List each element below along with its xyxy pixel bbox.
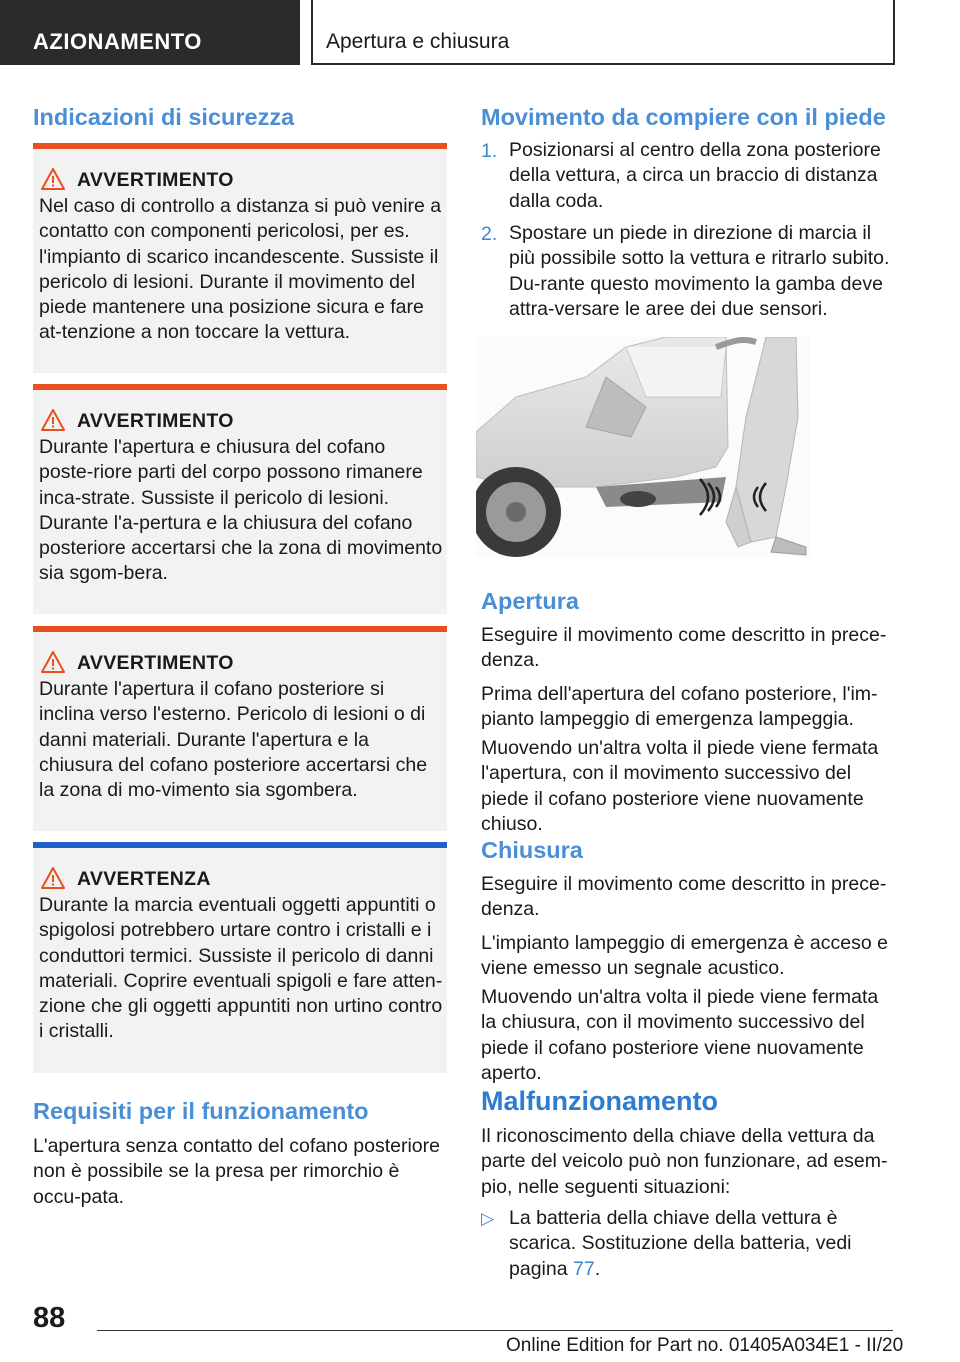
movement-heading: Movimento da compiere con il piede	[481, 104, 886, 130]
bullet-item	[509, 1206, 899, 1282]
notice-text: Durante la marcia eventuali oggetti appuntiti o spigolosi potrebbero urtare contro i cristalli e i conduttori termici. Sussiste il pericolo di danni materiali. Coprire eventuali spigoli e fare atten-zione che gli oggetti appuntiti non urtino contro i cristalli.	[39, 894, 443, 1043]
closing-heading: Chiusura	[481, 837, 583, 863]
notice-title: AVVERTENZA	[77, 868, 211, 890]
section-label: AZIONAMENTO	[33, 29, 202, 54]
warning-triangle-icon	[41, 409, 65, 431]
notice-triangle-icon	[41, 867, 65, 889]
closing-text-1: Eseguire il movimento come descritto in prece-denza.	[481, 873, 887, 921]
warning-box-1	[33, 143, 447, 373]
step-number: 1.	[481, 140, 498, 162]
footer-edition: Online Edition for Part no. 01405A034E1 - II/20	[506, 1335, 904, 1356]
footer-divider	[97, 1330, 893, 1331]
page-number: 88	[33, 1302, 66, 1334]
warning-title: AVVERTIMENTO	[77, 169, 234, 191]
requirements-text: L'apertura senza contatto del cofano posteriore non è possibile se la presa per rimorchio è occu-pata.	[33, 1135, 440, 1208]
closing-text-3: Muovendo un'altra volta il piede viene fermata la chiusura, con il movimento successivo del piede il cofano posteriore viene nuovamente aperto.	[481, 986, 879, 1084]
warning-box-3	[33, 626, 447, 831]
opening-text-1: Eseguire il movimento come descritto in prece-denza.	[481, 624, 887, 672]
bullet-marker-icon: ▷	[481, 1209, 495, 1228]
opening-heading: Apertura	[481, 588, 579, 614]
warning-bar	[33, 143, 447, 149]
bullet-text: La batteria della chiave della vettura è scarica. Sostituzione della batteria, vedi pagina	[509, 1207, 852, 1280]
warning-bar	[33, 384, 447, 390]
closing-text-2: L'impianto lampeggio di emergenza è acceso e viene emesso un segnale acustico.	[481, 932, 888, 980]
step-text: Spostare un piede in direzione di marcia il più possibile sotto la vettura e ritrarlo subito. Du-rante questo movimento la gamba deve attra-versare le aree dei due sensori.	[509, 222, 890, 320]
foot-gesture-illustration	[476, 337, 810, 557]
step-text: Posizionarsi al centro della zona posteriore della vettura, a circa un braccio di distanza dalla coda.	[509, 139, 881, 212]
warning-text: Nel caso di controllo a distanza si può venire a contatto con componenti pericolosi, per es. l'impianto di scarico incandescente. Sussiste il pericolo di lesioni. Durante il movimento del piede mantenere una posizione sicura e fare at-tenzione a non toccare la vettura.	[39, 195, 442, 344]
warning-title: AVVERTIMENTO	[77, 652, 234, 674]
safety-heading: Indicazioni di sicurezza	[33, 104, 295, 130]
section-tab	[0, 0, 300, 65]
malfunction-text: Il riconoscimento della chiave della vettura da parte del veicolo può non funzionare, ad esem-pio, nelle seguenti situazioni:	[481, 1125, 888, 1198]
page-link[interactable]: 77	[572, 1257, 595, 1280]
chapter-label: Apertura e chiusura	[326, 30, 510, 53]
warning-bar	[33, 626, 447, 632]
warning-triangle-icon	[41, 651, 65, 673]
notice-bar	[33, 842, 447, 848]
car-rear-illustration	[476, 337, 810, 557]
notice-box	[33, 842, 447, 1073]
warning-title: AVVERTIMENTO	[77, 410, 234, 432]
opening-text-3: Muovendo un'altra volta il piede viene fermata l'apertura, con il movimento successivo del piede il cofano posteriore viene nuovamente chiuso.	[481, 737, 879, 835]
requirements-heading: Requisiti per il funzionamento	[33, 1098, 369, 1124]
warning-box-2	[33, 384, 447, 614]
chapter-tab	[311, 0, 895, 65]
malfunction-heading: Malfunzionamento	[481, 1086, 718, 1116]
step-number: 2.	[481, 223, 498, 245]
opening-text-2: Prima dell'apertura del cofano posteriore, l'im-pianto lampeggio di emergenza lampeggia.	[481, 683, 878, 731]
bullet-end: .	[594, 1257, 601, 1280]
warning-text: Durante l'apertura e chiusura del cofano poste-riore parti del corpo possono rimanere inca-strate. Sussiste il pericolo di lesioni. Durante l'a-pertura e la chiusura del cofano posteriore accertarsi che la zona di movimento sia sgom-bera.	[39, 436, 443, 585]
warning-triangle-icon	[41, 168, 65, 190]
warning-text: Durante l'apertura il cofano posteriore si inclina verso l'esterno. Pericolo di lesioni o di danni materiali. Durante l'apertura e la chiusura del cofano posteriore accertarsi che la zona di mo-vimento sia sgombera.	[39, 678, 428, 802]
